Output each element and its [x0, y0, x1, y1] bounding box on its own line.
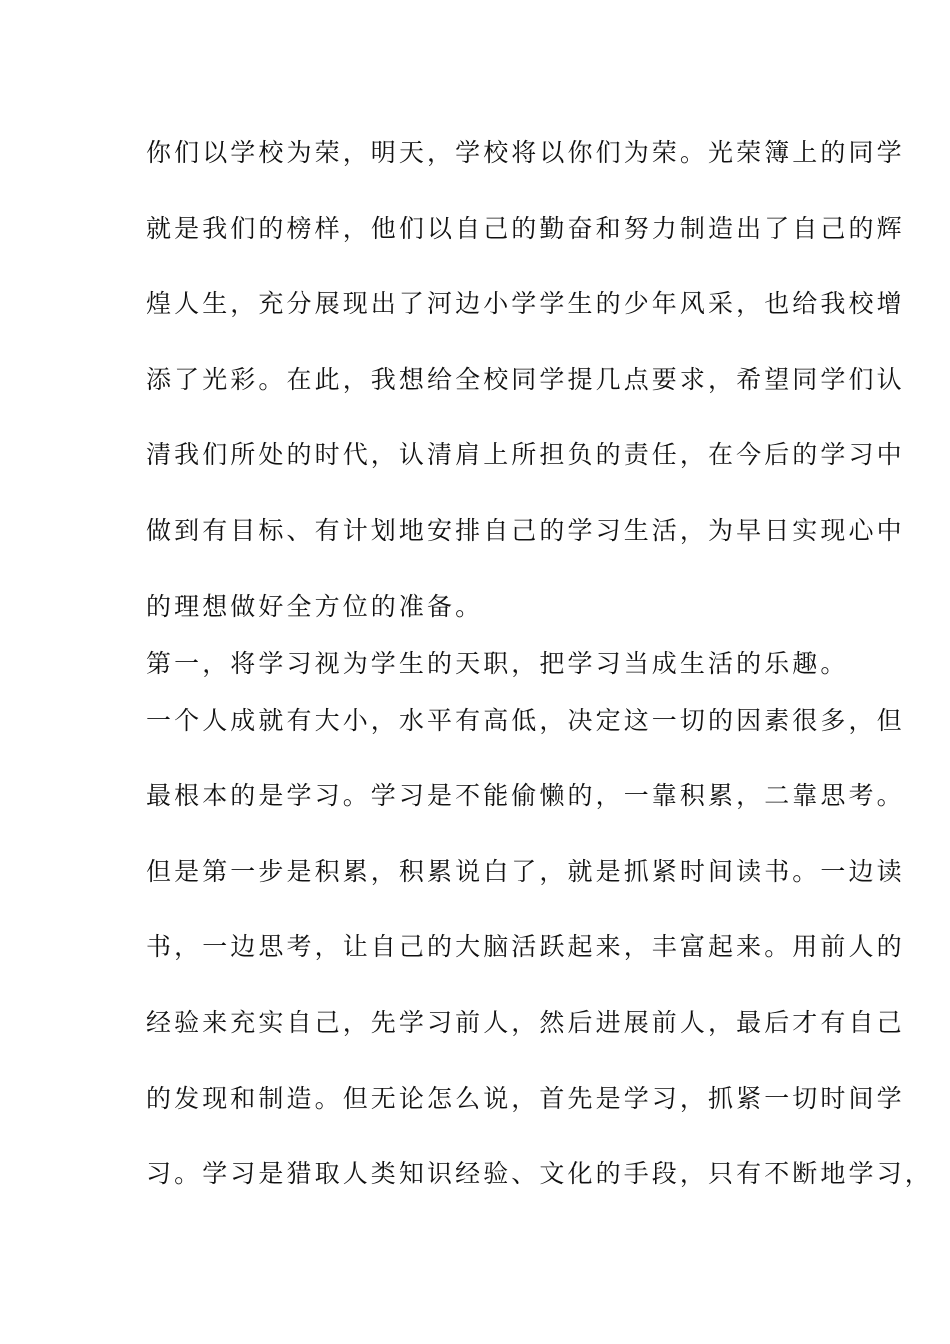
text-line: 最根本的是学习。学习是不能偷懒的，一靠积累，二靠思考。: [146, 781, 905, 811]
text-line: 但是第一步是积累，积累说白了，就是抓紧时间读书。一边读: [146, 856, 905, 886]
text-line: 的发现和制造。但无论怎么说，首先是学习，抓紧一切时间学: [146, 1083, 905, 1113]
text-line: 你们以学校为荣，明天，学校将以你们为荣。光荣簿上的同学: [146, 138, 905, 167]
text-line: 的理想做好全方位的准备。: [146, 591, 484, 621]
text-line: 煌人生，充分展现出了河边小学学生的少年风采，也给我校增: [146, 289, 905, 319]
text-line: 书，一边思考，让自己的大脑活跃起来，丰富起来。用前人的: [146, 932, 905, 962]
text-line: 经验来充实自己，先学习前人，然后进展前人，最后才有自己: [146, 1007, 905, 1037]
document-body: [146, 130, 933, 1227]
text-line: 一个人成就有大小，水平有高低，决定这一切的因素很多，但: [146, 705, 905, 735]
text-line: 就是我们的榜样，他们以自己的勤奋和努力制造出了自己的辉: [146, 213, 905, 243]
text-line: 清我们所处的时代，认清肩上所担负的责任，在今后的学习中: [146, 440, 905, 470]
text-line: 做到有目标、有计划地安排自己的学习生活，为早日实现心中: [146, 515, 905, 545]
text-line: 习。学习是猎取人类知识经验、文化的手段，只有不断地学习，: [146, 1159, 933, 1189]
text-line: 添了光彩。在此，我想给全校同学提几点要求，希望同学们认: [146, 364, 905, 394]
section-heading: 第一，将学习视为学生的天职，把学习当成生活的乐趣。: [146, 648, 849, 678]
